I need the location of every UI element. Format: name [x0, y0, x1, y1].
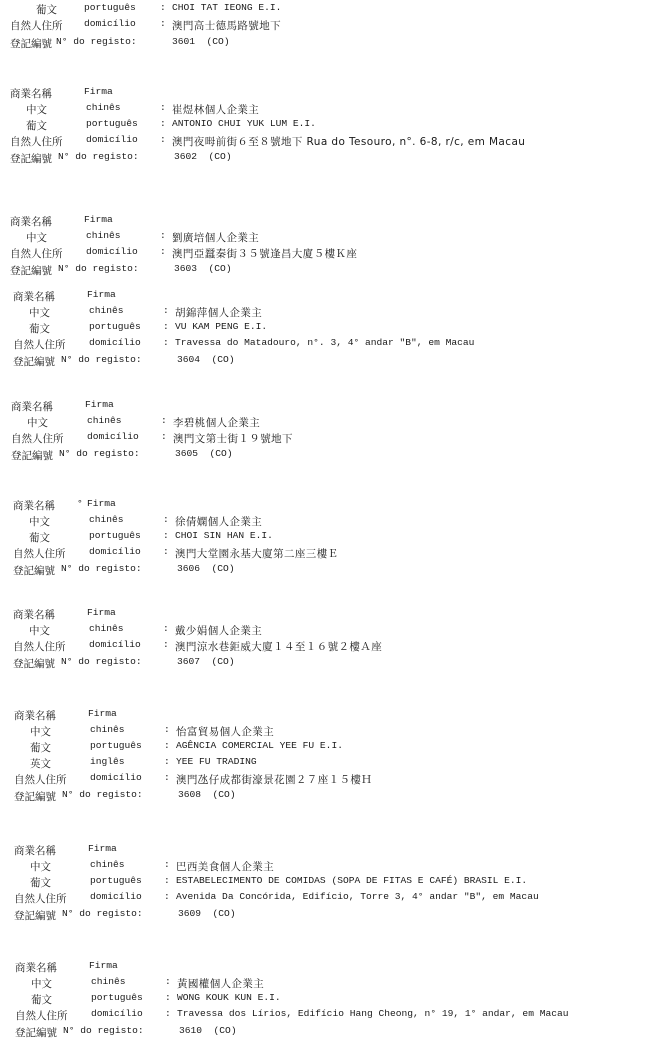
colon: :: [163, 623, 169, 634]
chines-row: [0, 305, 647, 319]
domicilio-row: [0, 891, 647, 905]
portugues-value: VU KAM PENG E.I.: [175, 321, 268, 332]
chines-value: 徐倩嫻個人企業主: [175, 516, 263, 528]
registo-label-pt: N° do registo:: [58, 263, 139, 274]
ingles-value: YEE FU TRADING: [176, 756, 257, 767]
chines-label-pt: chinês: [91, 976, 126, 987]
chines-label-pt: chinês: [89, 305, 124, 316]
registo-value: 3608 (CO): [178, 789, 236, 800]
chines-row: [0, 514, 647, 528]
domicilio-label-pt: domicílio: [89, 639, 141, 650]
colon: :: [164, 740, 170, 751]
domicilio-label-pt: domicílio: [87, 431, 139, 442]
firma-label-cn: 商業名稱: [14, 710, 56, 722]
domicilio-value: 澳門大堂園永基大廈第二座三樓Ｅ: [175, 548, 339, 560]
firma-row: [0, 214, 647, 228]
domicilio-label-pt: domicílio: [84, 18, 136, 29]
firma-label-cn: 商業名稱: [13, 291, 55, 303]
firma-extra-mark: °: [77, 498, 83, 509]
domicilio-value: Travessa dos Lírios, Edifício Hang Cheong, n° 19, 1° andar, em Macau: [177, 1008, 569, 1019]
domicilio-label-cn: 自然人住所: [11, 433, 64, 445]
domicilio-label-pt: domicílio: [89, 546, 141, 557]
colon: :: [164, 859, 170, 870]
colon: :: [163, 530, 169, 541]
domicilio-row: [0, 1008, 647, 1022]
registo-row: [0, 789, 647, 803]
registo-value: 3610 (CO): [179, 1025, 237, 1036]
colon: :: [161, 431, 167, 442]
chines-row: [0, 623, 647, 637]
portugues-label-cn: 葡文: [29, 323, 50, 335]
chines-label-pt: chinês: [90, 859, 125, 870]
firma-label-cn: 商業名稱: [14, 845, 56, 857]
chines-value: 崔煜林個人企業主: [172, 104, 260, 116]
chines-row: [0, 415, 647, 429]
domicilio-row: [0, 337, 647, 351]
domicilio-row: [0, 431, 647, 445]
colon: :: [161, 415, 167, 426]
registo-label-cn: 登記編號: [10, 153, 52, 165]
portugues-value: AGÊNCIA COMERCIAL YEE FU E.I.: [176, 740, 343, 751]
domicilio-label-cn: 自然人住所: [13, 641, 66, 653]
portugues-value: CHOI SIN HAN E.I.: [175, 530, 273, 541]
chines-row: [0, 859, 647, 873]
portugues-label-pt: português: [90, 875, 142, 886]
portugues-label-cn: 葡文: [30, 742, 51, 754]
colon: :: [160, 118, 166, 129]
portugues-row: [0, 530, 647, 544]
firma-row: [0, 960, 647, 974]
colon: :: [163, 639, 169, 650]
chines-value: 巴西美食個人企業主: [176, 861, 275, 873]
colon: :: [165, 976, 171, 987]
top-registo-row: [0, 36, 647, 50]
chines-label-pt: chinês: [89, 514, 124, 525]
registo-label-cn: 登記編號: [11, 450, 53, 462]
portugues-label-pt: português: [89, 530, 141, 541]
domicilio-label-pt: domicílio: [89, 337, 141, 348]
chines-label-pt: chinês: [86, 230, 121, 241]
firma-label-cn: 商業名稱: [10, 88, 52, 100]
domicilio-label-cn: 自然人住所: [13, 339, 66, 351]
colon: :: [164, 756, 170, 767]
domicilio-value: 澳門涼水巷鉅威大廈１４至１６號２樓Ａ座: [175, 641, 383, 653]
colon: :: [164, 772, 170, 783]
portugues-row: [0, 992, 647, 1006]
firma-label-cn: 商業名稱: [11, 401, 53, 413]
colon: :: [165, 1008, 171, 1019]
registo-row: [0, 908, 647, 922]
chines-label-cn: 中文: [26, 104, 47, 116]
registo-label-cn: 登記編號: [10, 38, 52, 50]
firma-row: [0, 86, 647, 100]
colon: :: [160, 134, 166, 145]
domicilio-value: 澳門高士德馬路號地下: [172, 20, 281, 32]
portugues-row: [0, 118, 647, 132]
registo-row: [0, 656, 647, 670]
chines-value: 劉廣培個人企業主: [172, 232, 260, 244]
portugues-label-pt: português: [86, 118, 138, 129]
domicilio-label-cn: 自然人住所: [15, 1010, 68, 1022]
chines-value: 戴少娟個人企業主: [175, 625, 263, 637]
firma-label-pt: Firma: [89, 960, 118, 971]
colon: :: [160, 230, 166, 241]
chines-label-cn: 中文: [29, 516, 50, 528]
registo-row: [0, 151, 647, 165]
firma-label-pt: Firma: [87, 607, 116, 618]
domicilio-label-cn: 自然人住所: [10, 136, 63, 148]
firma-label-pt: Firma: [88, 843, 117, 854]
registo-value: 3603 (CO): [174, 263, 232, 274]
ingles-label-pt: inglês: [90, 756, 125, 767]
firma-row: [0, 498, 647, 512]
firma-row: [0, 607, 647, 621]
registo-value: 3605 (CO): [175, 448, 233, 459]
firma-label-pt: Firma: [88, 708, 117, 719]
registo-value: 3604 (CO): [177, 354, 235, 365]
chines-value: 胡錦萍個人企業主: [175, 307, 263, 319]
top-portugues-row: [0, 2, 647, 16]
colon: :: [163, 321, 169, 332]
chines-label-pt: chinês: [86, 102, 121, 113]
portugues-row: [0, 740, 647, 754]
firma-label-pt: Firma: [87, 289, 116, 300]
portugues-value: WONG KOUK KUN E.I.: [177, 992, 281, 1003]
registo-value: 3607 (CO): [177, 656, 235, 667]
chines-label-cn: 中文: [26, 232, 47, 244]
domicilio-label-pt: domicílio: [86, 134, 138, 145]
firma-label-cn: 商業名稱: [13, 609, 55, 621]
portugues-label-cn: 葡文: [26, 120, 47, 132]
domicilio-row: [0, 134, 647, 148]
domicilio-label-pt: domicílio: [86, 246, 138, 257]
portugues-label-pt: português: [84, 2, 136, 13]
domicilio-value: 澳門文第士街１９號地下: [173, 433, 293, 445]
colon: :: [163, 337, 169, 348]
registo-label-pt: N° do registo:: [61, 354, 142, 365]
registo-label-cn: 登記編號: [13, 565, 55, 577]
registo-label-cn: 登記編號: [14, 791, 56, 803]
firma-row: [0, 708, 647, 722]
registo-label-pt: N° do registo:: [58, 151, 139, 162]
chines-label-cn: 中文: [29, 625, 50, 637]
colon: :: [160, 102, 166, 113]
domicilio-row: [0, 546, 647, 560]
firma-label-pt: Firma: [87, 498, 116, 509]
colon: :: [164, 875, 170, 886]
registo-row: [0, 263, 647, 277]
chines-label-cn: 中文: [27, 417, 48, 429]
portugues-value: ANTONIO CHUI YUK LUM E.I.: [172, 118, 316, 129]
colon: :: [163, 546, 169, 557]
chines-label-cn: 中文: [30, 726, 51, 738]
registo-row: [0, 354, 647, 368]
portugues-label-pt: português: [89, 321, 141, 332]
firma-row: [0, 289, 647, 303]
registo-value: 3609 (CO): [178, 908, 236, 919]
portugues-value: CHOI TAT IEONG E.I.: [172, 2, 282, 13]
registo-label-pt: N° do registo:: [62, 789, 143, 800]
domicilio-row: [0, 639, 647, 653]
ingles-label-cn: 英文: [30, 758, 51, 770]
registo-label-pt: N° do registo:: [56, 36, 137, 47]
firma-row: [0, 399, 647, 413]
chines-row: [0, 976, 647, 990]
firma-label-cn: 商業名稱: [13, 500, 55, 512]
registo-label-pt: N° do registo:: [63, 1025, 144, 1036]
registo-label-cn: 登記編號: [10, 265, 52, 277]
registo-row: [0, 563, 647, 577]
portugues-label-pt: português: [90, 740, 142, 751]
domicilio-value: Avenida Da Concórida, Edifício, Torre 3, 4° andar "B", em Macau: [176, 891, 539, 902]
domicilio-value: 澳門夜呣前街６至８號地下 Rua do Tesouro, n°. 6-8, r/c, em Macau: [172, 136, 526, 148]
domicilio-label-cn: 自然人住所: [14, 774, 67, 786]
portugues-label-cn: 葡文: [36, 4, 57, 16]
portugues-row: [0, 321, 647, 335]
domicilio-label-cn: 自然人住所: [10, 248, 63, 260]
chines-row: [0, 102, 647, 116]
domicilio-value: Travessa do Matadouro, n°. 3, 4° andar "B", em Macau: [175, 337, 475, 348]
colon: :: [164, 724, 170, 735]
domicilio-value: 澳門氹仔成都街濠景花園２７座１５樓Ｈ: [176, 774, 373, 786]
registo-value: 3606 (CO): [177, 563, 235, 574]
registo-value: 3601 (CO): [172, 36, 230, 47]
chines-value: 黃國權個人企業主: [177, 978, 265, 990]
domicilio-value: 澳門亞蠶秦街３５號逢昌大廈５樓Ｋ座: [172, 248, 358, 260]
registo-label-pt: N° do registo:: [62, 908, 143, 919]
ingles-row: [0, 756, 647, 770]
chines-value: 怡富貿易個人企業主: [176, 726, 275, 738]
colon: :: [163, 305, 169, 316]
registo-label-cn: 登記編號: [15, 1027, 57, 1039]
registo-row: [0, 1025, 647, 1039]
domicilio-row: [0, 772, 647, 786]
chines-label-pt: chinês: [90, 724, 125, 735]
colon: :: [164, 891, 170, 902]
portugues-value: ESTABELECIMENTO DE COMIDAS (SOPA DE FITAS E CAFÉ) BRASIL E.I.: [176, 875, 528, 886]
colon: :: [163, 514, 169, 525]
firma-label-cn: 商業名稱: [15, 962, 57, 974]
chines-value: 李碧桃個人企業主: [173, 417, 261, 429]
colon: :: [160, 18, 166, 29]
portugues-label-cn: 葡文: [29, 532, 50, 544]
registo-label-cn: 登記編號: [13, 356, 55, 368]
domicilio-label-pt: domicílio: [90, 891, 142, 902]
registo-row: [0, 448, 647, 462]
registo-label-pt: N° do registo:: [59, 448, 140, 459]
chines-label-cn: 中文: [31, 978, 52, 990]
registo-label-pt: N° do registo:: [61, 656, 142, 667]
firma-label-pt: Firma: [85, 399, 114, 410]
chines-label-pt: chinês: [89, 623, 124, 634]
chines-label-cn: 中文: [29, 307, 50, 319]
chines-label-cn: 中文: [30, 861, 51, 873]
colon: :: [165, 992, 171, 1003]
registo-label-cn: 登記編號: [13, 658, 55, 670]
domicilio-label-pt: domicílio: [90, 772, 142, 783]
firma-label-pt: Firma: [84, 214, 113, 225]
registo-label-pt: N° do registo:: [61, 563, 142, 574]
domicilio-row: [0, 246, 647, 260]
domicilio-label-cn: 自然人住所: [10, 20, 63, 32]
portugues-label-pt: português: [91, 992, 143, 1003]
top-domicilio-row: [0, 18, 647, 32]
registo-value: 3602 (CO): [174, 151, 232, 162]
chines-label-pt: chinês: [87, 415, 122, 426]
domicilio-label-cn: 自然人住所: [14, 893, 67, 905]
chines-row: [0, 230, 647, 244]
firma-label-pt: Firma: [84, 86, 113, 97]
portugues-row: [0, 875, 647, 889]
firma-label-cn: 商業名稱: [10, 216, 52, 228]
chines-row: [0, 724, 647, 738]
registo-label-cn: 登記編號: [14, 910, 56, 922]
domicilio-label-pt: domicílio: [91, 1008, 143, 1019]
colon: :: [160, 246, 166, 257]
colon: :: [160, 2, 166, 13]
domicilio-label-cn: 自然人住所: [13, 548, 66, 560]
portugues-label-cn: 葡文: [31, 994, 52, 1006]
firma-row: [0, 843, 647, 857]
portugues-label-cn: 葡文: [30, 877, 51, 889]
